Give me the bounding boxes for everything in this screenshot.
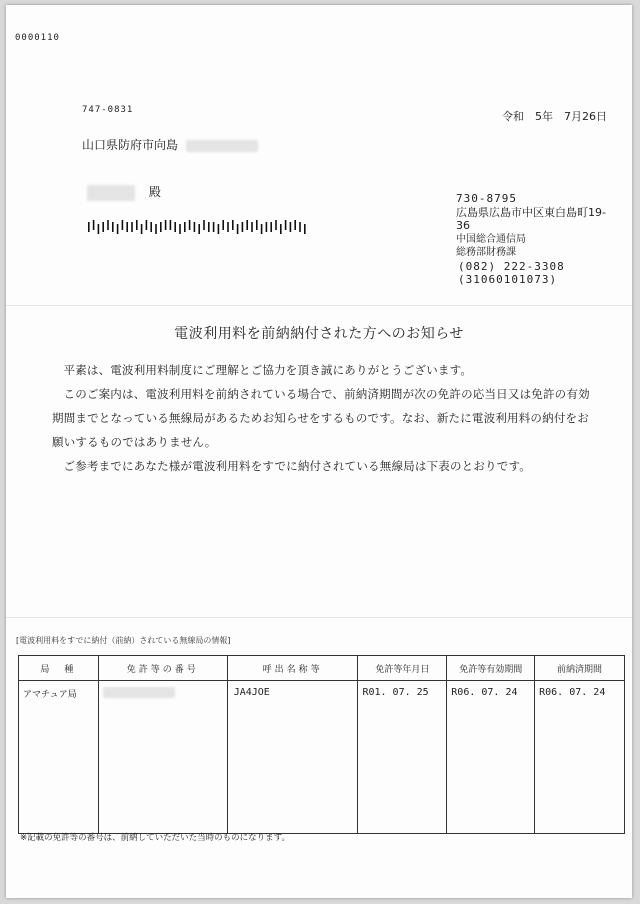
recipient-honorific: 殿 xyxy=(148,185,161,199)
barcode-bar xyxy=(237,224,239,234)
notice-paragraph-2: このご案内は、電波利用料を前納されている場合で、前納済期間が次の免許の応当日又は免許の有効期間までとなっている無線局があるためお知らせをするものです。なお、新たに電波利用料の納付をお願いするものではありません。 xyxy=(52,387,590,449)
barcode-bar xyxy=(280,224,282,234)
fold-line-top xyxy=(6,305,632,306)
barcode-bar xyxy=(155,224,157,234)
barcode-bar xyxy=(218,224,220,234)
sender-postal: 730-8795 xyxy=(456,192,517,205)
letter-page xyxy=(6,5,632,898)
doc-number: 0000110 xyxy=(15,33,60,43)
barcode-bar xyxy=(290,222,292,232)
barcode-bar xyxy=(261,224,263,234)
barcode-bar xyxy=(146,220,148,230)
barcode-bar xyxy=(232,220,234,230)
barcode-bar xyxy=(184,222,186,232)
cell-prepaid-until: R06. 07. 24 xyxy=(535,681,625,834)
barcode-bar xyxy=(88,222,90,232)
barcode-bar xyxy=(285,220,287,230)
barcode-bar xyxy=(170,220,172,230)
notice-paragraph-3: ご参考までにあなた様が電波利用料をすでに納付されている無線局は下表のとおりです。 xyxy=(63,459,531,473)
barcode-bar xyxy=(112,222,114,232)
recipient-name xyxy=(87,183,161,201)
header-license-number: 免許等の番号 xyxy=(98,656,227,681)
barcode-bar xyxy=(122,220,124,230)
barcode-bar xyxy=(208,222,210,232)
barcode-bar xyxy=(198,224,200,234)
sender-block xyxy=(456,192,606,287)
barcode-bar xyxy=(256,220,258,230)
redacted-address xyxy=(186,140,258,152)
barcode-bar xyxy=(107,220,109,230)
sender-address-2: 36 xyxy=(456,219,470,232)
cell-license-number xyxy=(98,681,227,834)
barcode-bar xyxy=(251,222,253,232)
barcode-bar xyxy=(131,222,133,232)
barcode-bar xyxy=(160,222,162,232)
header-call-sign: 呼出名称等 xyxy=(227,656,358,681)
barcode-bar xyxy=(98,224,100,234)
header-prepaid-period: 前納済期間 xyxy=(535,656,625,681)
barcode-bar xyxy=(179,224,181,234)
barcode-bar xyxy=(136,220,138,230)
header-valid-period: 免許等有効期間 xyxy=(447,656,535,681)
barcode-bar xyxy=(299,222,301,232)
cell-station-type: アマチュア局 xyxy=(19,681,99,834)
barcode-bar xyxy=(174,222,176,232)
cell-license-date: R01. 07. 25 xyxy=(358,681,447,834)
notice-paragraph-1: 平素は、電波利用料制度にご理解とご協力を頂き誠にありがとうございます。 xyxy=(63,363,473,377)
barcode-bar xyxy=(270,222,272,232)
barcode-bar xyxy=(227,222,229,232)
table-caption: [電波利用料をすでに納付（前納）されている無線局の情報] xyxy=(16,636,231,645)
redacted-name xyxy=(87,185,135,201)
license-table xyxy=(18,655,625,834)
sender-org: 中国総合通信局 xyxy=(456,233,526,245)
footnote: ※記載の免許等の番号は、前納していただいた当時のものになります。 xyxy=(20,833,290,843)
barcode-bar xyxy=(117,224,119,234)
barcode-bar xyxy=(165,220,167,230)
sender-dept: 総務部財務課 xyxy=(456,247,516,258)
barcode-bar xyxy=(242,222,244,232)
barcode-bar xyxy=(194,222,196,232)
letter-date: 令和 5年 7月26日 xyxy=(502,110,607,123)
fold-line-bottom xyxy=(6,617,632,618)
notice-title: 電波利用料を前納納付された方へのお知らせ xyxy=(174,326,464,342)
header-license-date: 免許等年月日 xyxy=(358,656,447,681)
sender-phone: (082) 222-3308 xyxy=(458,259,565,273)
barcode-bar xyxy=(275,220,277,230)
sender-address-1: 広島県広島市中区東白島町19- xyxy=(456,205,606,219)
cell-valid-until: R06. 07. 24 xyxy=(447,681,535,834)
table-header-row xyxy=(19,656,625,681)
barcode-bar xyxy=(203,220,205,230)
cell-call-sign: JA4JOE xyxy=(227,681,358,834)
postal-barcode xyxy=(86,220,312,234)
barcode-bar xyxy=(141,224,143,234)
notice-body xyxy=(52,358,597,478)
barcode-bar xyxy=(246,220,248,230)
barcode-bar xyxy=(294,220,296,230)
recipient-address-text: 山口県防府市向島 xyxy=(82,138,179,152)
redacted-license-number xyxy=(103,687,175,698)
sender-code: (31060101073) xyxy=(458,273,558,286)
table-row xyxy=(19,681,625,834)
barcode-bar xyxy=(102,222,104,232)
barcode-bar xyxy=(150,222,152,232)
header-station-type: 局 種 xyxy=(19,656,99,681)
recipient-address xyxy=(82,136,258,153)
barcode-bar xyxy=(213,222,215,232)
barcode-bar xyxy=(304,224,306,234)
barcode-bar xyxy=(222,220,224,230)
barcode-bar xyxy=(126,222,128,232)
recipient-postal-code: 747-0831 xyxy=(82,105,134,115)
barcode-bar xyxy=(93,220,95,230)
barcode-bar xyxy=(266,222,268,232)
barcode-bar xyxy=(189,220,191,230)
